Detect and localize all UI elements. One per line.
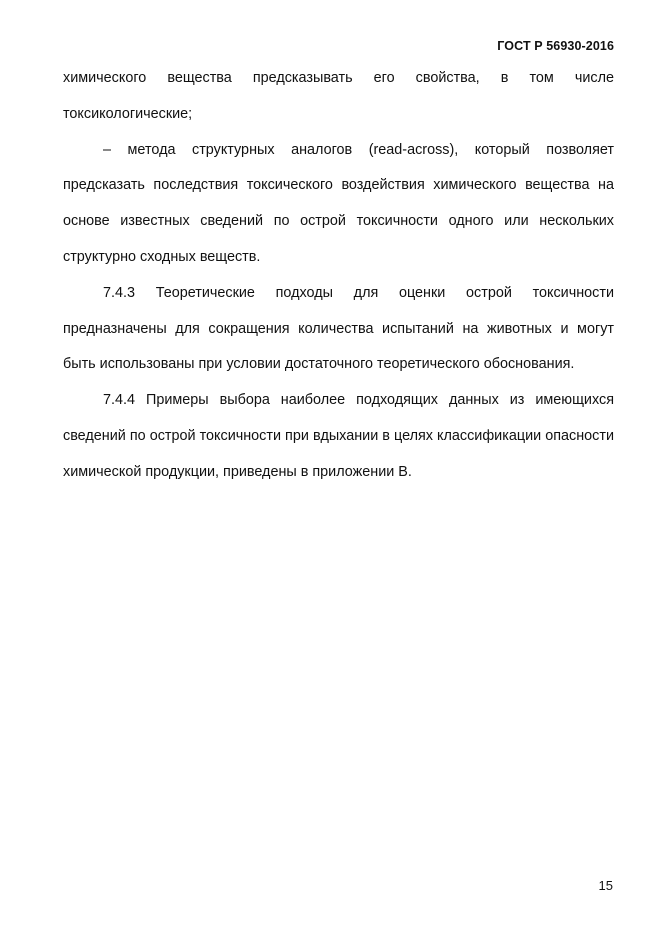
page-number: 15 xyxy=(598,878,613,893)
paragraph-continuation: химического вещества предсказывать его свойства, в том числе токсикологические; xyxy=(63,70,614,122)
paragraph-7-4-3: 7.4.3 Теоретические подходы для оценки острой токсичности предназначены для сокращения количества испытаний на животных и могут быть использованы при условии достаточного теоретического обоснования. xyxy=(63,284,614,373)
paragraph-read-across: – метода структурных аналогов (read-across), который позволяет предсказать последствия токсического воздействия химического вещества на основе известных сведений по острой токсичности одного или нескольких структурно сходных веществ. xyxy=(63,141,614,265)
paragraph-7-4-4: 7.4.4 Примеры выбора наиболее подходящих данных из имеющихся сведений по острой токсичности при вдыхании в целях классификации опасности химической продукции, приведены в приложении В. xyxy=(63,392,614,480)
document-header-code: ГОСТ Р 56930-2016 xyxy=(497,39,614,53)
document-body xyxy=(63,61,614,491)
